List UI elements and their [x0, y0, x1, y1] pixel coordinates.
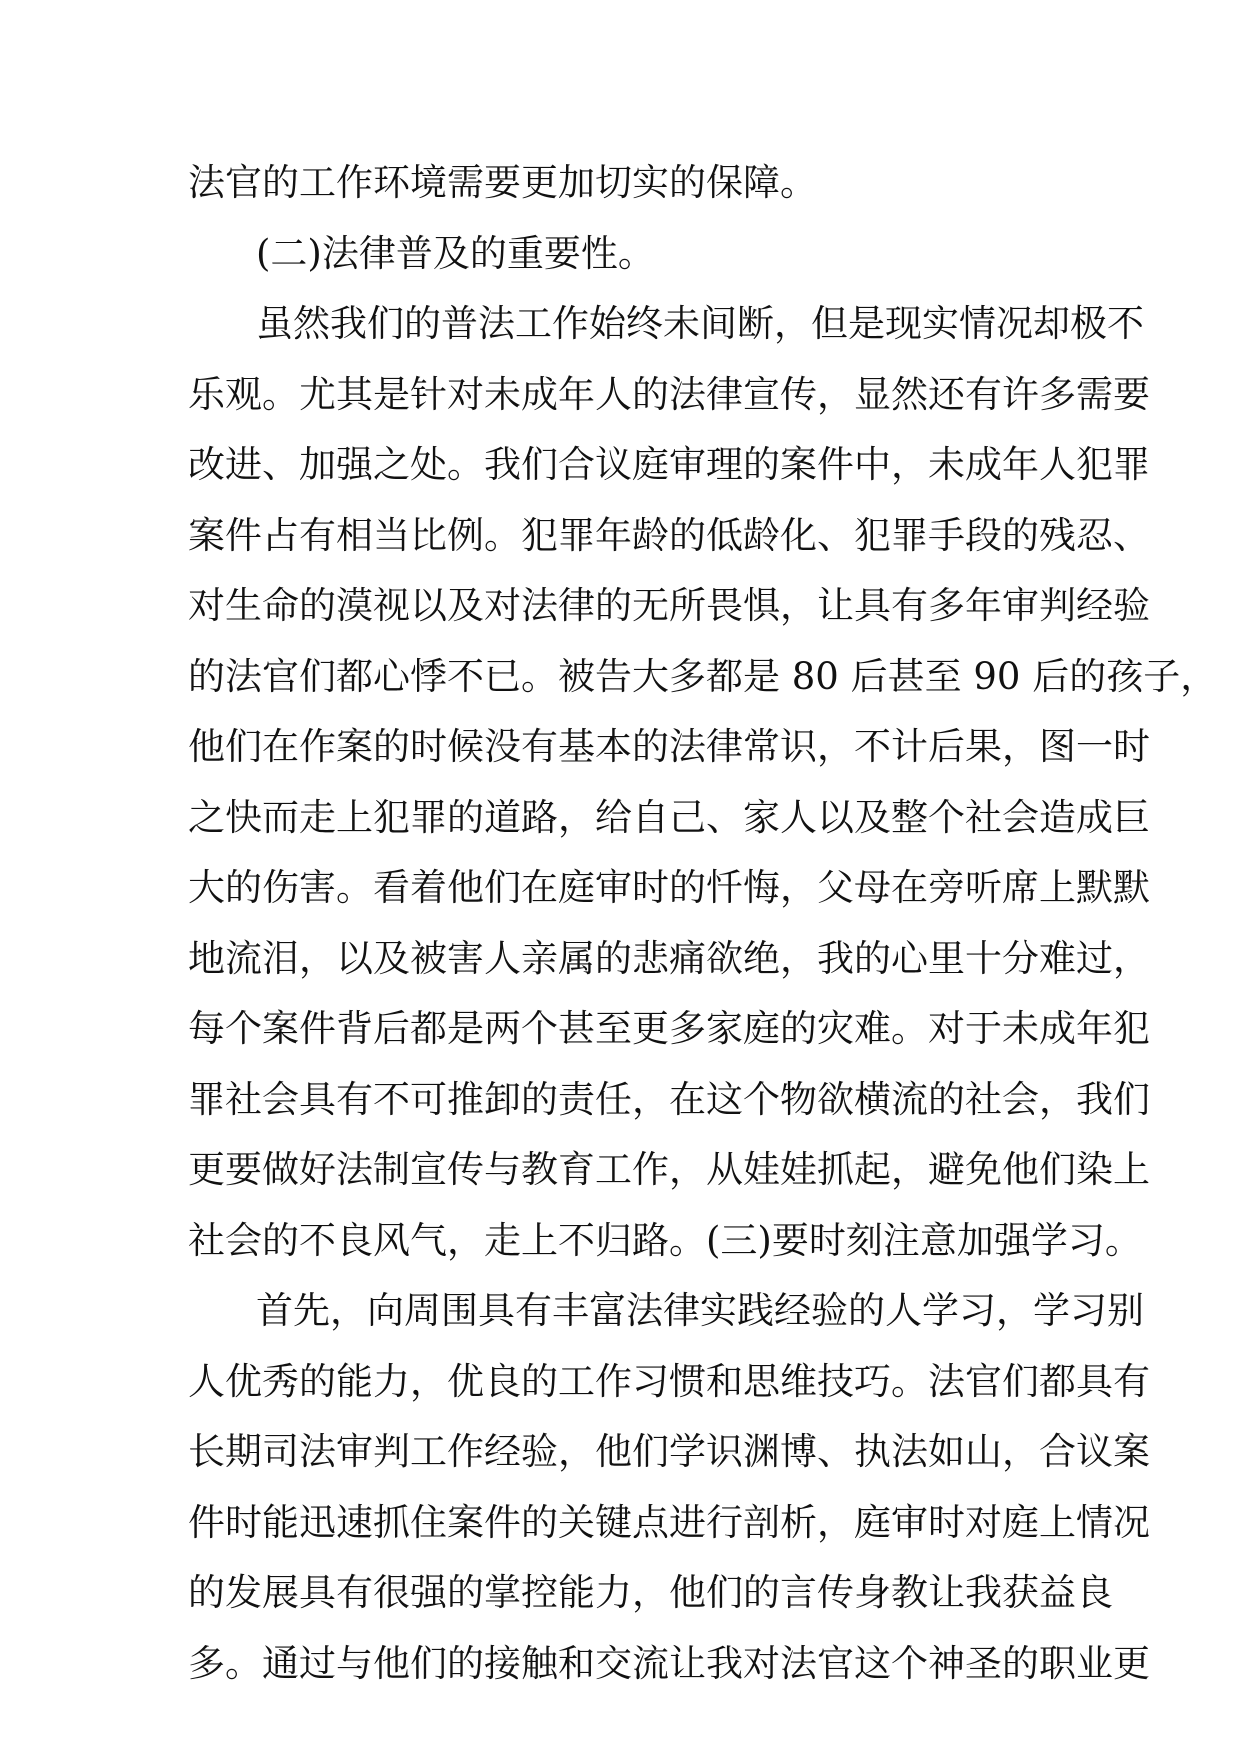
text-line: 更要做好法制宣传与教育工作，从娃娃抓起，避免他们染上 — [188, 1148, 1150, 1191]
text-line: 大的伤害。看着他们在庭审时的忏悔，父母在旁听席上默默 — [188, 866, 1150, 909]
text-line: 罪社会具有不可推卸的责任，在这个物欲横流的社会，我们 — [188, 1077, 1150, 1121]
text-line: 的发展具有很强的掌控能力，他们的言传身教让我获益良 — [188, 1571, 1113, 1614]
text-line: 对生命的漠视以及对法律的无所畏惧，让具有多年审判经验 — [188, 584, 1150, 627]
text-line: 乐观。尤其是针对未成年人的法律宣传，显然还有许多需要 — [188, 372, 1150, 416]
text-line: 地流泪，以及被害人亲属的悲痛欲绝，我的心里十分难过， — [188, 936, 1150, 980]
text-line: 虽然我们的普法工作始终未间断，但是现实情况却极不 — [256, 302, 1144, 345]
text-line: 法官的工作环境需要更加切实的保障。 — [188, 161, 817, 204]
text-line: 件时能迅速抓住案件的关键点进行剖析，庭审时对庭上情况 — [188, 1500, 1150, 1544]
section-heading: (二)法律普及的重要性。 — [256, 231, 655, 275]
text-line: 人优秀的能力，优良的工作习惯和思维技巧。法官们都具有 — [188, 1359, 1150, 1403]
text-line: 多。通过与他们的接触和交流让我对法官这个神圣的职业更 — [188, 1641, 1150, 1685]
text-line: 每个案件背后都是两个甚至更多家庭的灾难。对于未成年犯 — [188, 1007, 1150, 1050]
text-line: 改进、加强之处。我们合议庭审理的案件中，未成年人犯罪 — [188, 443, 1150, 486]
text-line: 的法官们都心悸不已。被告大多都是 80 后甚至 90 后的孩子， — [188, 654, 1218, 698]
body-text — [188, 148, 1218, 1699]
text-line: 案件占有相当比例。犯罪年龄的低龄化、犯罪手段的残忍、 — [188, 513, 1150, 557]
text-line: 他们在作案的时候没有基本的法律常识，不计后果，图一时 — [188, 725, 1150, 768]
text-line: 首先，向周围具有丰富法律实践经验的人学习，学习别 — [256, 1289, 1144, 1332]
text-line: 长期司法审判工作经验，他们学识渊博、执法如山，合议案 — [188, 1430, 1150, 1473]
text-line: 之快而走上犯罪的道路，给自己、家人以及整个社会造成巨 — [188, 795, 1150, 839]
text-line: 社会的不良风气，走上不归路。(三)要时刻注意加强学习。 — [188, 1218, 1142, 1262]
